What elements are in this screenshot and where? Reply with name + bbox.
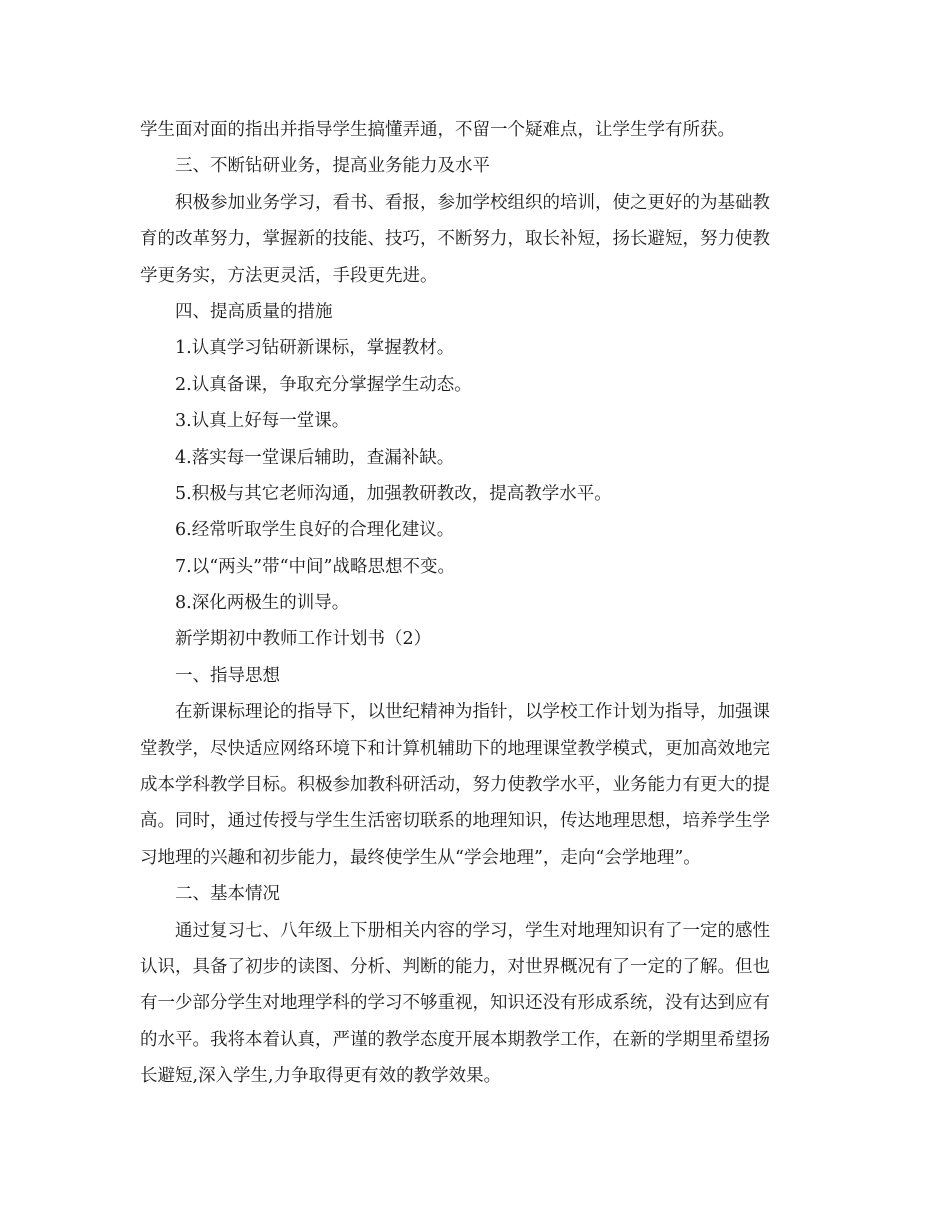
text-line: 的水平。我将本着认真，严谨的教学态度开展本期教学工作，在新的学期里希望扬 bbox=[140, 1029, 770, 1050]
text-line: 通过复习七、八年级上下册相关内容的学习，学生对地理知识有了一定的感性 bbox=[175, 920, 770, 941]
text-line: 四、提高质量的措施 bbox=[175, 301, 333, 322]
text-line: 1.认真学习钻研新课标，掌握教材。 bbox=[175, 338, 455, 359]
text-line: 长避短,深入学生,力争取得更有效的教学效果。 bbox=[140, 1066, 502, 1087]
text-line: 成本学科教学目标。积极参加教科研活动，努力使教学水平，业务能力有更大的提 bbox=[140, 775, 770, 796]
text-line: 2.认真备课，争取充分掌握学生动态。 bbox=[175, 374, 472, 395]
document-body bbox=[140, 112, 812, 1095]
text-line: 一、指导思想 bbox=[175, 665, 280, 686]
text-line: 三、不断钻研业务，提高业务能力及水平 bbox=[175, 156, 490, 177]
text-line: 4.落实每一堂课后辅助，查漏补缺。 bbox=[175, 447, 455, 468]
text-line: 堂教学，尽快适应网络环境下和计算机辅助下的地理课堂教学模式，更加高效地完 bbox=[140, 738, 770, 759]
text-line: 习地理的兴趣和初步能力，最终使学生从“学会地理”，走向“会学地理”。 bbox=[140, 847, 701, 868]
text-line: 3.认真上好每一堂课。 bbox=[175, 411, 350, 432]
text-line: 积极参加业务学习，看书、看报，参加学校组织的培训，使之更好的为基础教 bbox=[175, 192, 770, 213]
text-line: 学生面对面的指出并指导学生搞懂弄通，不留一个疑难点，让学生学有所获。 bbox=[140, 120, 735, 140]
text-line: 学更务实，方法更灵活，手段更先进。 bbox=[140, 265, 438, 286]
text-line: 育的改革努力，掌握新的技能、技巧，不断努力，取长补短，扬长避短，努力使教 bbox=[140, 229, 770, 250]
text-line: 5.积极与其它老师沟通，加强教研教改，提高教学水平。 bbox=[175, 483, 612, 504]
text-line: 新学期初中教师工作计划书（2） bbox=[175, 629, 432, 650]
text-line: 高。同时，通过传授与学生生活密切联系的地理知识，传达地理思想，培养学生学 bbox=[140, 811, 770, 832]
text-line: 有一少部分学生对地理学科的学习不够重视，知识还没有形成系统，没有达到应有 bbox=[140, 993, 770, 1014]
text-line: 8.深化两极生的训导。 bbox=[175, 593, 350, 614]
text-line: 二、基本情况 bbox=[175, 884, 280, 905]
text-line: 6.经常听取学生良好的合理化建议。 bbox=[175, 520, 455, 541]
text-line: 在新课标理论的指导下，以世纪精神为指针，以学校工作计划为指导，加强课 bbox=[175, 702, 770, 723]
text-line: 认识，具备了初步的读图、分析、判断的能力，对世界概况有了一定的了解。但也 bbox=[140, 956, 770, 977]
text-line: 7.以“两头”带“中间”战略思想不变。 bbox=[175, 556, 455, 577]
